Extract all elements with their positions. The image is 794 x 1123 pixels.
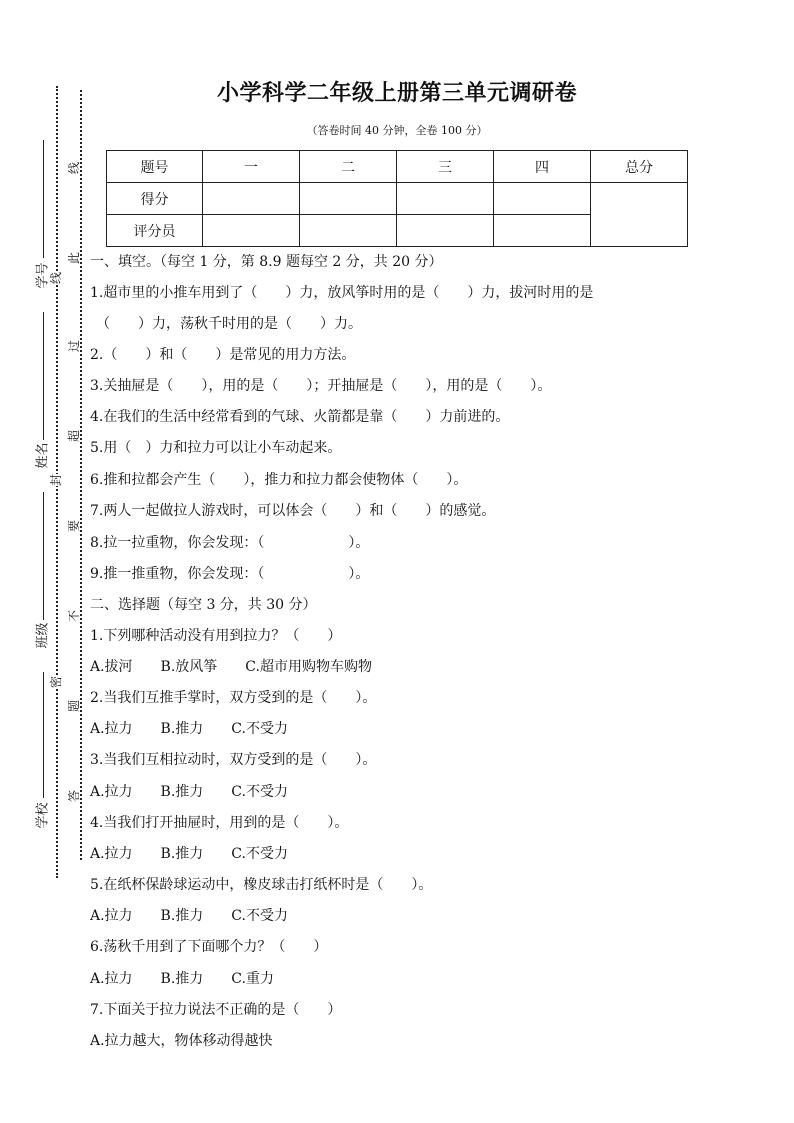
question-line: 1.下列哪种活动没有用到拉力？（ ）: [90, 628, 342, 644]
score-table-header-row: [107, 151, 688, 183]
seal-char-mi: 密: [49, 675, 64, 689]
seal-char-xian-inner: 线: [49, 271, 64, 285]
question-line: 5.用（ ）力和拉力可以让小车动起来。: [90, 440, 342, 456]
field-underline-banji: [43, 492, 44, 620]
question-line: 7.下面关于拉力说法不正确的是（ ）: [90, 1002, 342, 1018]
score-table-header-cell: 四: [494, 151, 591, 183]
option-line: A.拉力 B.推力 C.不受力: [90, 721, 288, 737]
option-line: A.拉力 B.推力 C.重力: [90, 971, 274, 987]
question-line: 3.当我们互相拉动时，双方受到的是（ ）。: [90, 752, 377, 768]
question-line: 4.当我们打开抽屉时，用到的是（ ）。: [90, 815, 349, 831]
field-underline-xuexiao: [43, 672, 44, 798]
score-table-header-cell: 二: [300, 151, 397, 183]
seal-char-guo: 过: [67, 339, 82, 353]
grader-cell[interactable]: [300, 215, 397, 247]
seal-char-da: 答: [67, 789, 82, 803]
question-line: 2.当我们互推手掌时，双方受到的是（ ）。: [90, 690, 377, 706]
margin-field-xuexiao: 学校: [35, 802, 51, 829]
option-line: A.拉力 B.推力 C.不受力: [90, 846, 288, 862]
margin-field-xuehao: 学号: [35, 262, 51, 289]
section2-heading: 二、选择题（每空 3 分，共 30 分）: [90, 597, 317, 613]
question-line: 4.在我们的生活中经常看到的气球、火箭都是靠（ ）力前进的。: [90, 409, 510, 425]
score-table-row-score: [107, 183, 688, 215]
score-table: [106, 150, 688, 247]
option-line: A.拉力越大，物体移动得越快: [90, 1033, 273, 1049]
score-table-header-cell: 一: [203, 151, 300, 183]
seal-char-ti: 题: [67, 699, 82, 713]
question-line: 6.荡秋千用到了下面哪个力？（ ）: [90, 939, 328, 955]
option-line: A.拉力 B.推力 C.不受力: [90, 908, 288, 924]
option-line: A.拉力 B.推力 C.不受力: [90, 784, 288, 800]
score-cell[interactable]: [300, 183, 397, 215]
seal-char-chao: 超: [67, 429, 82, 443]
score-cell[interactable]: [397, 183, 494, 215]
question-line: 3.关抽屉是（ ），用的是（ ）；开抽屉是（ ），用的是（ ）。: [90, 378, 552, 394]
grader-cell[interactable]: [494, 215, 591, 247]
score-cell[interactable]: [494, 183, 591, 215]
page-subtitle: （答卷时间 40 分钟，全卷 100 分）: [306, 124, 488, 137]
question-line: 8.拉一拉重物，你会发现：（ ）。: [90, 535, 370, 551]
score-table-header-cell: 题号: [107, 151, 203, 183]
page-title: 小学科学二年级上册第三单元调研卷: [216, 81, 577, 106]
question-line: 7.两人一起做拉人游戏时，可以体会（ ）和（ ）的感觉。: [90, 503, 496, 519]
binding-dotted-line-inner: [80, 90, 82, 860]
score-table-row-label: 得分: [107, 183, 203, 215]
score-table-row-label: 评分员: [107, 215, 203, 247]
seal-char-xian-outer: 线: [67, 161, 82, 175]
seal-char-bu: 不: [67, 609, 82, 623]
question-line: 2.（ ）和（ ）是常见的用力方法。: [90, 347, 356, 363]
question-line: 6.推和拉都会产生（ ），推力和拉力都会使物体（ ）。: [90, 472, 468, 488]
grader-cell[interactable]: [203, 215, 300, 247]
seal-char-feng: 封: [49, 473, 64, 487]
score-table-header-cell: 三: [397, 151, 494, 183]
option-line: A.拔河 B.放风筝 C.超市用购物车购物: [90, 659, 372, 675]
seal-char-yao: 要: [67, 519, 82, 533]
margin-field-xingming: 姓名: [35, 442, 51, 469]
margin-field-banji: 班级: [35, 622, 51, 649]
field-underline-xuehao: [43, 140, 44, 258]
field-underline-xingming: [43, 312, 44, 440]
section1-heading: 一、填空。（每空 1 分，第 8.9 题每空 2 分，共 20 分）: [90, 254, 443, 270]
question-line: 9.推一推重物，你会发现：（ ）。: [90, 566, 370, 582]
total-score-cell[interactable]: [591, 183, 688, 247]
score-cell[interactable]: [203, 183, 300, 215]
question-line: （ ）力，荡秋千时用的是（ ）力。: [96, 316, 362, 332]
score-table-header-cell: 总分: [591, 151, 688, 183]
seal-char-ci: 此: [67, 251, 82, 265]
grader-cell[interactable]: [397, 215, 494, 247]
question-line: 5.在纸杯保龄球运动中，橡皮球击打纸杯时是（ ）。: [90, 877, 433, 893]
question-line: 1.超市里的小推车用到了（ ）力，放风筝时用的是（ ）力，拔河时用的是: [90, 285, 594, 301]
